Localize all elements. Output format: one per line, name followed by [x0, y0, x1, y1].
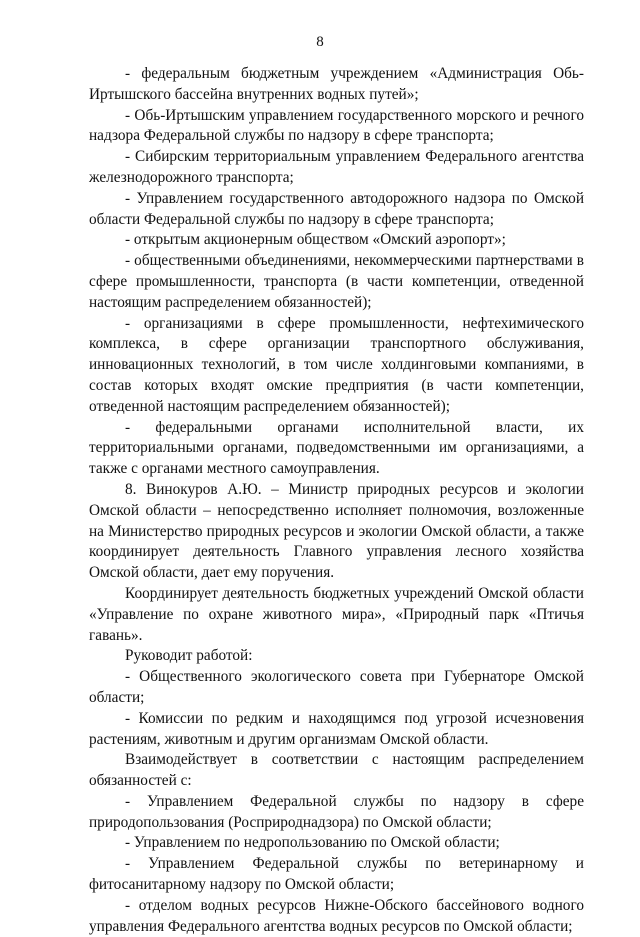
paragraph: - организациями в сфере промышленности, нефтехимического комплекса, в сфере организации транспортного обслуживания, инновационных технологий, в том числе холдинговыми компаниями, в состав которых входят омские предприятия (в части компетенции, отведенной настоящим распределением обязанностей);: [89, 314, 584, 415]
paragraph: 8. Винокуров А.Ю. – Министр природных ресурсов и экологии Омской области – непосредственно исполняет полномочия, возложенные на Министерство природных ресурсов и экологии Омской области, а также координирует деятельность Главного управления лесного хозяйства Омской области, дает ему поручения.: [89, 480, 584, 582]
paragraph: - общественными объединениями, некоммерческими партнерствами в сфере промышленности, транспорта (в части компетенции, отведенной настоящим распределением обязанностей);: [89, 252, 584, 311]
paragraph: Взаимодействует в соответствии с настоящим распределением обязанностей с:: [89, 751, 584, 790]
paragraph: - отделом водных ресурсов Нижне-Обского бассейнового водного управления Федерального агентства водных ресурсов по Омской области;: [89, 896, 584, 935]
paragraph: - федеральными органами исполнительной власти, их территориальными органами, подведомственными им организациями, а также с органами местного самоуправления.: [89, 418, 584, 478]
paragraph: - Управлением по недропользованию по Омской области;: [125, 834, 500, 852]
paragraph: - Управлением Федеральной службы по ветеринарному и фитосанитарному надзору по Омской области;: [89, 855, 584, 894]
paragraph: - Управлением государственного автодорожного надзора по Омской области Федеральной службы по надзору в сфере транспорта;: [89, 189, 584, 228]
paragraph: - Обь-Иртышским управлением государственного морского и речного надзора Федеральной службы по надзору в сфере транспорта;: [89, 106, 584, 145]
paragraph: - открытым акционерным обществом «Омский аэропорт»;: [125, 231, 506, 249]
paragraph: - Общественного экологического совета при Губернаторе Омской области;: [89, 668, 584, 706]
document-body: [89, 64, 584, 937]
paragraph: Координирует деятельность бюджетных учреждений Омской области «Управление по охране животного мира», «Природный парк «Птичья гавань».: [89, 584, 584, 644]
paragraph: - Управлением Федеральной службы по надзору в сфере природопользования (Росприроднадзора) по Омской области;: [89, 792, 584, 831]
page-number: 8: [316, 34, 324, 50]
paragraph: - Сибирским территориальным управлением Федерального агентства железнодорожного транспорта;: [89, 148, 584, 186]
paragraph: - Комиссии по редким и находящимся под угрозой исчезновения растениям, животным и другим организмам Омской области.: [89, 709, 584, 748]
paragraph: - федеральным бюджетным учреждением «Администрация Обь-Иртышского бассейна внутренних водных путей»;: [89, 65, 584, 103]
paragraph: Руководит работой:: [125, 647, 253, 665]
